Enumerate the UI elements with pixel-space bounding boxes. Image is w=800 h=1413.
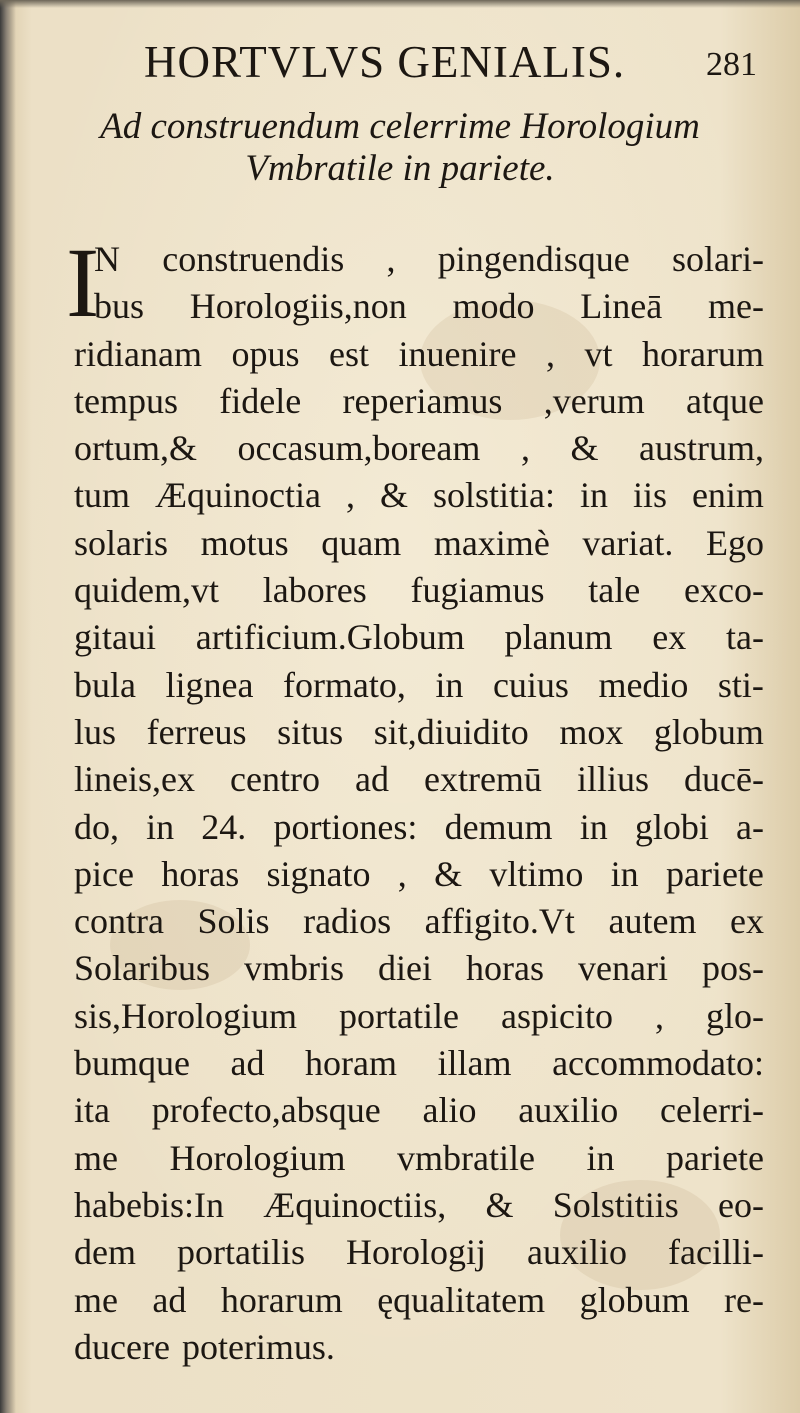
text-line: Solaribus vmbris diei horas venari pos- <box>74 948 764 989</box>
text-line: sis,Horologium portatile aspicito , glo- <box>74 995 764 1036</box>
page-top-shadow <box>0 0 800 8</box>
text-line: dem portatilis Horologij auxilio facilli- <box>74 1232 764 1273</box>
text-line: bumque ad horam illam accommodato: <box>74 1043 764 1084</box>
text-line: me Horologium vmbratile in pariete <box>74 1137 764 1178</box>
text-line: tempus fidele reperiamus ,verum atque <box>74 380 764 421</box>
text-line: ita profecto,absque alio auxilio celerri- <box>74 1090 764 1131</box>
text-line: gitaui artificium.Globum planum ex ta- <box>74 617 764 658</box>
text-line: lus ferreus situs sit,diuidito mox globum <box>74 711 764 752</box>
page-number: 281 <box>706 46 757 83</box>
body-text <box>66 227 764 1371</box>
text-line: contra Solis radios affigito.Vt autem ex <box>74 901 764 942</box>
text-line: me ad horarum ęqualitatem globum re- <box>74 1279 764 1320</box>
text-line: solaris motus quam maximè variat. Ego <box>74 522 764 563</box>
text-line: quidem,vt labores fugiamus tale exco- <box>74 570 764 611</box>
text-line: tum Æquinoctia , & solstitia: in iis enim <box>74 475 764 516</box>
text-line: ortum,& occasum,boream , & austrum, <box>74 428 764 469</box>
text-line: pice horas signato , & vltimo in pariete <box>74 853 764 894</box>
text-line: bula lignea formato, in cuius medio sti- <box>74 664 764 705</box>
text-line: ducere poterimus. <box>74 1326 335 1367</box>
text-line: lineis,ex centro ad extremū illius ducē- <box>74 759 764 800</box>
text-line: do, in 24. portiones: demum in globi a- <box>74 806 764 847</box>
running-header <box>0 36 800 96</box>
drop-initial: I <box>66 227 100 338</box>
section-heading-line-1: Ad construendum celerrime Horologium <box>100 106 700 147</box>
text-line: ridianam opus est inuenire , vt horarum <box>74 333 764 374</box>
text-line: bus Horologiis,non modo Lineā me- <box>94 286 764 327</box>
section-heading-line-2: Vmbratile in pariete. <box>245 148 555 189</box>
page-gutter-shadow <box>0 0 16 1413</box>
running-title: HORTVLVS GENIALIS. <box>144 37 626 87</box>
text-line: habebis:In Æquinoctiis, & Solstitiis eo- <box>74 1184 764 1225</box>
text-line: N construendis , pingendisque solari- <box>94 239 764 279</box>
